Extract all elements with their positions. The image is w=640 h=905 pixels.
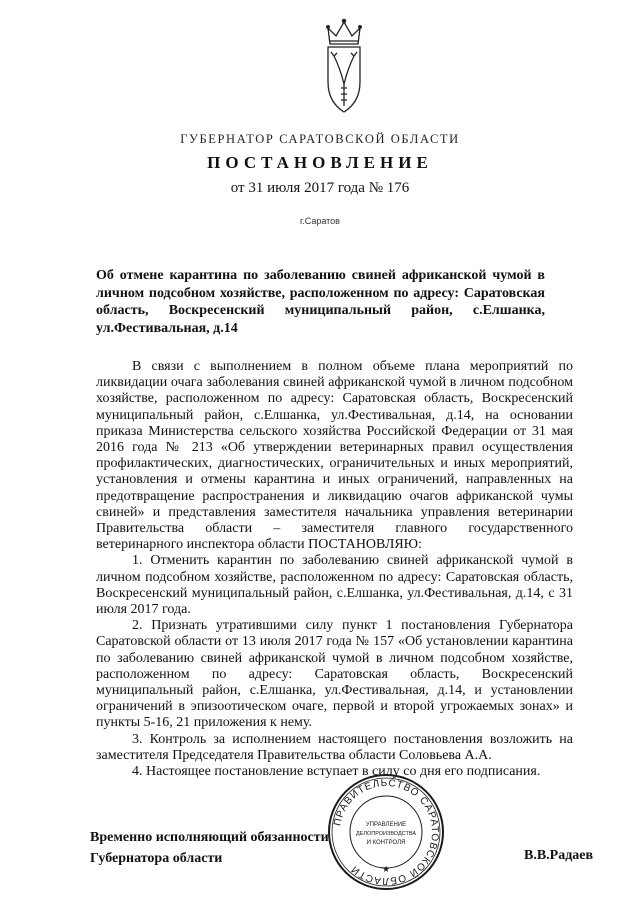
stamp-inner-line3: И КОНТРОЛЯ	[366, 840, 406, 846]
stamp-inner-line2: ДЕЛОПРОИЗВОДСТВА	[355, 831, 417, 837]
document-body	[96, 359, 573, 780]
clause-3-paragraph: 3. Контроль за исполнением настоящего постановления возложить на заместителя Председателя Правительства области Соловьева А.А.	[96, 731, 573, 763]
signatory-position	[90, 827, 329, 869]
clause-4-paragraph: 4. Настоящее постановление вступает в силу со дня его подписания.	[132, 764, 541, 780]
official-stamp-icon	[326, 772, 446, 892]
clause-2-paragraph: 2. Признать утратившими силу пункт 1 постановления Губернатора Саратовской области от 13 июля 2017 года № 157 «Об установлении карантина по заболеванию свиней африканской чумой в личном подсобном хозяйстве, расположенном по адресу: Саратовская область, Воскресенский муниципальный район, с.Елшанка, ул.Фестивальная, д.14, и установлении ограничений в эпизоотическом очаге, первой и второй угрожаемых зонах» и пункты 5-16, 21 приложения к нему.	[96, 618, 573, 731]
document-subject: Об отмене карантина по заболеванию свиней африканской чумой в личном подсобном хозяйстве, расположенном по адресу: Саратовская область, Воскресенский муниципальный район, с.Елшанка, ул.Фестивальная, д.14	[96, 268, 545, 336]
signatory-position-line1: Временно исполняющий обязанности	[90, 830, 329, 845]
clause-1-paragraph: 1. Отменить карантин по заболеванию свиней африканской чумой в личном подсобном хозяйстве, расположенном по адресу: Саратовская область, Воскресенский муниципальный район, с.Елшанка, ул.Фестивальная, д.14, с 31 июля 2017 года.	[96, 553, 573, 618]
signatory-name: В.В.Радаев	[524, 848, 594, 863]
issuing-authority: ГУБЕРНАТОР САРАТОВСКОЙ ОБЛАСТИ	[180, 132, 460, 146]
coat-of-arms-icon	[320, 16, 368, 116]
preamble-paragraph: В связи с выполнением в полном объеме плана мероприятий по ликвидации очага заболевания свиней африканской чумой в личном подсобном хозяйстве, расположенном по адресу: Саратовская область, Воскресенский муниципальный район, с.Елшанка, ул.Фестивальная, д.14, на основании приказа Министерства сельского хозяйства Российской Федерации от 31 мая 2016 года № 213 «Об утверждении ветеринарных правил осуществления профилактических, диагностических, ограничительных и иных мероприятий, установления и отмены карантина и иных ограничений, направленных на предотвращение распространения и ликвидацию очагов африканской чумы свиней» и представления заместителя начальника управления ветеринарии Правительства области – заместителя главного государственного ветеринарного инспектора области ПОСТАНОВЛЯЮ:	[96, 359, 573, 553]
document-date-number: от 31 июля 2017 года № 176	[230, 180, 410, 196]
stamp-ring-text: ПРАВИТЕЛЬСТВО САРАТОВСКОЙ ОБЛАСТИ	[332, 777, 441, 887]
document-type-title: ПОСТАНОВЛЕНИЕ	[207, 153, 433, 172]
document-city: г.Саратов	[300, 216, 340, 226]
stamp-inner-line1: УПРАВЛЕНИЕ	[365, 822, 407, 828]
svg-text:★: ★	[381, 864, 391, 874]
signatory-position-line2: Губернатора области	[90, 851, 223, 866]
